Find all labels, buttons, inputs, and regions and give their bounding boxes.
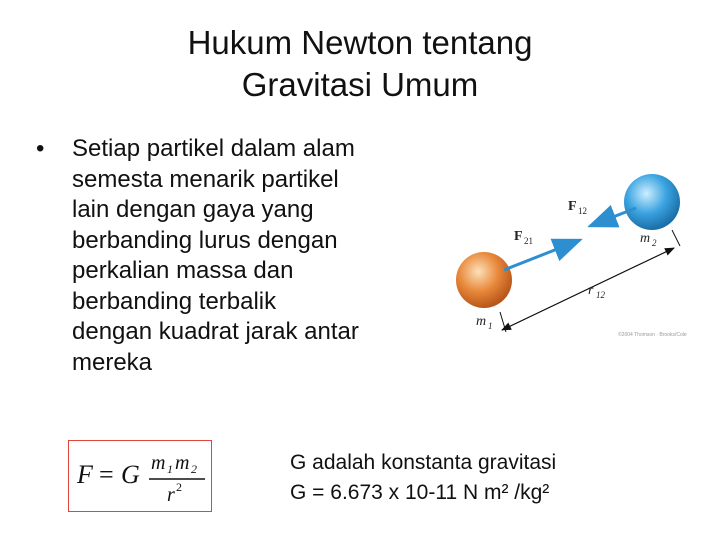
title-line-2: Gravitasi Umum bbox=[241, 66, 479, 103]
label-m1-sub: 1 bbox=[488, 321, 493, 331]
label-f21: F bbox=[514, 229, 523, 244]
gravity-constant-note bbox=[290, 448, 630, 508]
bullet-line: semesta menarik partikel bbox=[72, 165, 339, 193]
gravitation-diagram bbox=[440, 160, 700, 360]
distance-tick-right bbox=[672, 230, 680, 246]
formula-r: r bbox=[167, 484, 175, 506]
label-m2: m bbox=[640, 231, 651, 246]
formula-m2: m bbox=[175, 452, 190, 474]
label-r12-sub: 12 bbox=[596, 290, 605, 300]
label-f12-sub: 12 bbox=[578, 206, 587, 216]
mass-1-sphere bbox=[456, 252, 512, 308]
constant-description: G adalah konstanta gravitasi bbox=[290, 451, 557, 474]
formula-m2-sub: 2 bbox=[191, 462, 197, 476]
formula-m1: m bbox=[151, 452, 166, 474]
slide-title bbox=[0, 22, 720, 106]
constant-value: G = 6.673 x 10-11 N m² /kg² bbox=[290, 481, 550, 504]
force-21-arrow bbox=[504, 240, 580, 270]
bullet-line: mereka bbox=[72, 348, 153, 376]
label-m1: m bbox=[476, 314, 487, 329]
diagram-credit: ©2004 Thomson · Brooks/Cole bbox=[618, 332, 687, 338]
label-m2-sub: 2 bbox=[652, 238, 657, 248]
mass-2-sphere bbox=[624, 174, 680, 230]
bullet-line: berbanding terbalik bbox=[72, 287, 277, 315]
formula-r-exp: 2 bbox=[176, 480, 182, 494]
label-f21-sub: 21 bbox=[524, 236, 533, 246]
label-r12: r bbox=[588, 283, 594, 298]
bullet-line: berbanding lurus dengan bbox=[72, 226, 338, 254]
bullet-line: dengan kuadrat jarak antar bbox=[72, 318, 359, 345]
gravitation-formula bbox=[68, 440, 212, 512]
formula-m1-sub: 1 bbox=[167, 462, 173, 476]
bullet-line: Setiap partikel dalam alam bbox=[72, 135, 355, 162]
bullet-line: lain dengan gaya yang bbox=[72, 196, 314, 223]
bullet-text bbox=[72, 134, 436, 378]
bullet-point bbox=[36, 134, 436, 378]
formula-equals: = bbox=[99, 460, 114, 489]
label-f12: F bbox=[568, 199, 577, 214]
formula-graphic bbox=[69, 441, 211, 511]
bullet-line: perkalian massa dan bbox=[72, 257, 294, 284]
formula-force: F bbox=[77, 460, 93, 489]
title-line-1: Hukum Newton tentang bbox=[187, 24, 533, 61]
bullet-symbol: • bbox=[36, 135, 45, 162]
formula-constant: G bbox=[121, 460, 140, 489]
